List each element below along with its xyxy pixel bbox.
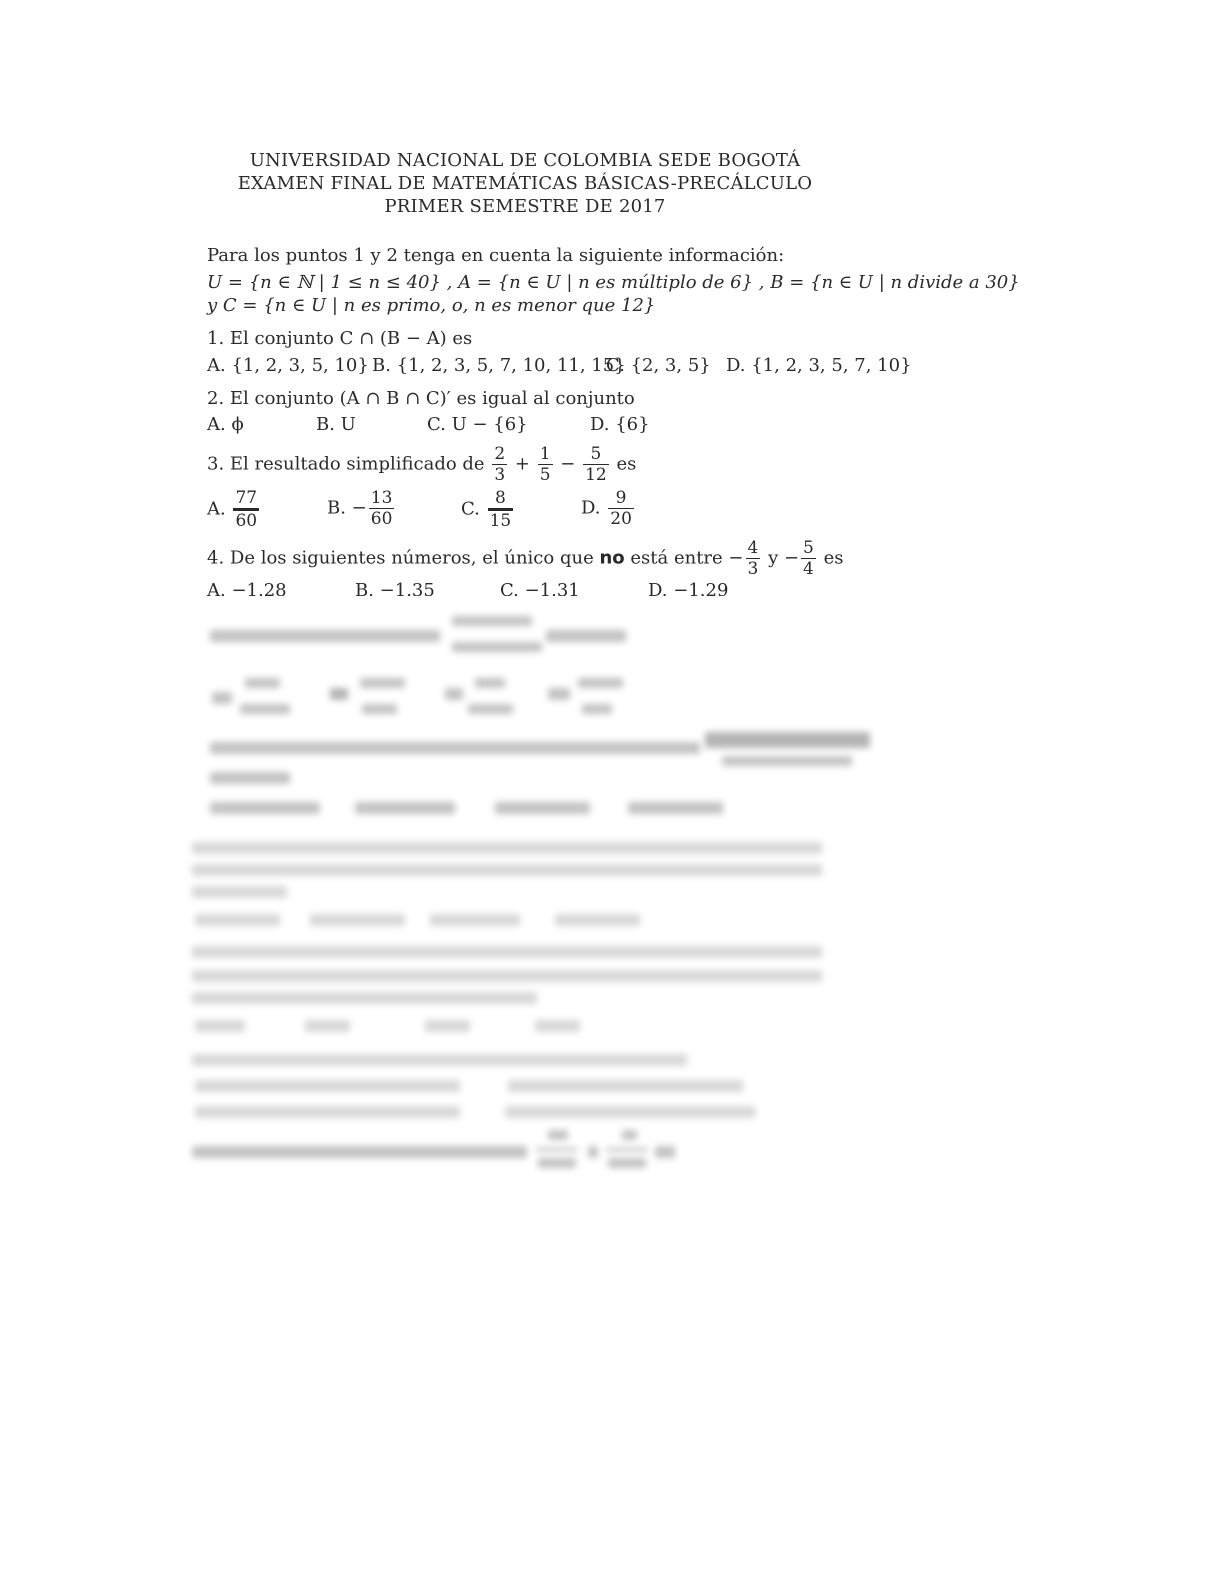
q3-option-d: D. $\frac{9}{20}$: [581, 488, 632, 529]
header-semester: PRIMER SEMESTRE DE 2017: [384, 196, 666, 217]
q3-stem-suffix: es: [616, 453, 637, 475]
q4-stem-emphasis: no: [599, 547, 625, 569]
q4-option-a: A. −1.28: [207, 580, 287, 596]
q1-option-d: D. {1, 2, 3, 5, 7, 10}: [726, 355, 912, 376]
q3-fraction-2: $\frac{1}{5}$: [539, 444, 551, 485]
q2-option-d: D. {6}: [590, 414, 650, 435]
q3-operator-minus: −: [560, 453, 576, 475]
q2-option-a: A. ϕ: [207, 414, 244, 435]
header-university: UNIVERSIDAD NACIONAL DE COLOMBIA SEDE BOGOTÁ: [249, 150, 801, 171]
q1-option-a: A. {1, 2, 3, 5, 10}: [207, 355, 369, 376]
q3-option-c: C. $\frac{8}{15}$: [461, 488, 512, 531]
intro-line-2: U = {n ∈ ℕ | 1 ≤ n ≤ 40} , A = {n ∈ U | n es múltiplo de 6} , B = {n ∈ U | n divide a 30}: [207, 272, 1020, 293]
q3-stem: [207, 444, 636, 485]
q3-stem-prefix: 3. El resultado simplificado de: [207, 453, 485, 475]
q4-option-d: D. −1.29: [648, 580, 729, 596]
q2-stem: 2. El conjunto (A ∩ B ∩ C)′ es igual al conjunto: [207, 388, 635, 409]
intro-line-3: y C = {n ∈ U | n es primo, o, n es menor que 12}: [207, 295, 656, 316]
q3-option-a: A. $\frac{77}{60}$: [207, 488, 258, 531]
intro-line-1: Para los puntos 1 y 2 tenga en cuenta la siguiente información:: [207, 245, 785, 266]
q2-option-b: B. U: [316, 414, 356, 435]
q3-option-b: B. − $\frac{13}{60}$: [327, 488, 393, 529]
header-exam-title: EXAMEN FINAL DE MATEMÁTICAS BÁSICAS-PRECÁLCULO: [237, 173, 813, 194]
q1-option-b: B. {1, 2, 3, 5, 7, 10, 11, 15}: [372, 355, 626, 376]
q3-fraction-3: $\frac{5}{12}$: [585, 444, 607, 485]
q1-option-c: C. {2, 3, 5}: [606, 355, 711, 376]
q4-option-c: C. −1.31: [500, 580, 580, 596]
q4-stem: 4. De los siguientes números, el único que no está entre − $\frac{4}{3}$ y − $\frac{5}{4}$ es: [207, 538, 844, 579]
q1-stem: 1. El conjunto C ∩ (B − A) es: [207, 328, 473, 349]
q3-operator-plus: +: [514, 453, 530, 475]
obscured-content: [0, 600, 1224, 1200]
q3-fraction-1: $\frac{2}{3}$: [494, 444, 506, 485]
q4-option-b: B. −1.35: [355, 580, 435, 596]
q4-options-row: [195, 580, 995, 596]
q2-option-c: C. U − {6}: [427, 414, 528, 435]
